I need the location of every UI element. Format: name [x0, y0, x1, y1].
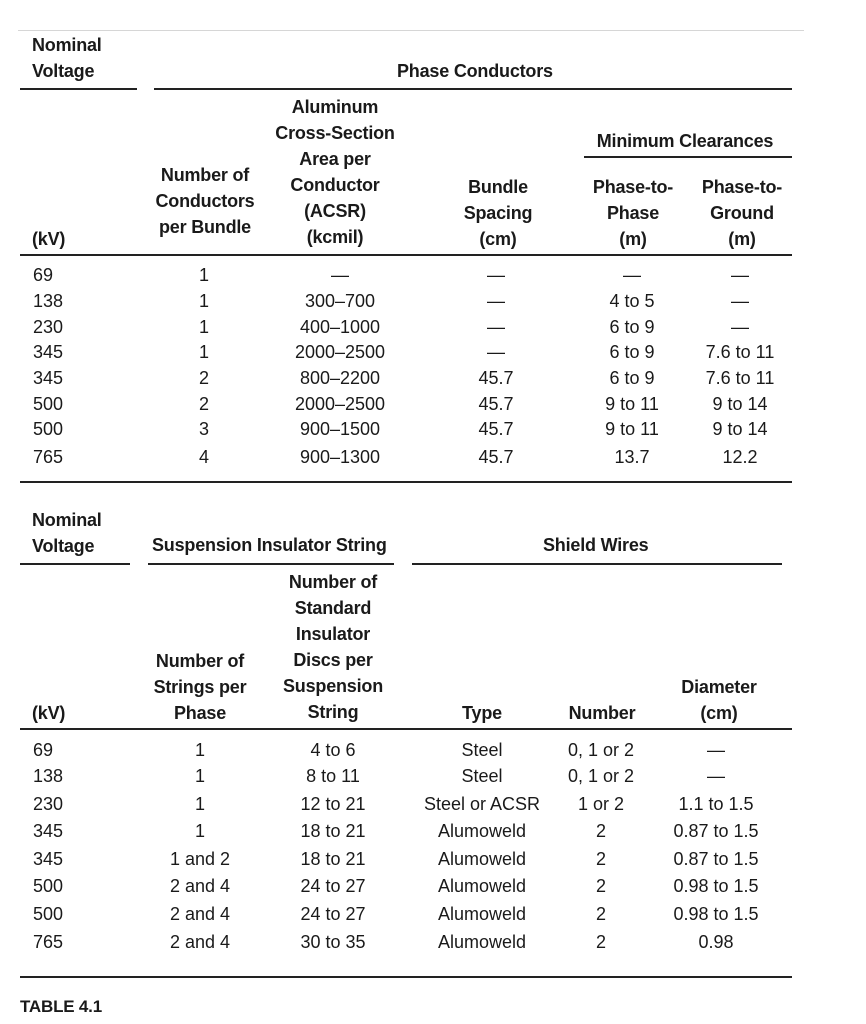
table1-row-2-phase-to-phase: 4 to 5: [609, 291, 655, 311]
table2-col-diameter-header: Diameter (cm): [681, 677, 757, 723]
table2-row-6-diameter: 0.98 to 1.5: [673, 876, 759, 896]
table1-row-3-area: 400–1000: [299, 317, 381, 337]
table1-row-6-bundle-spacing: 45.7: [478, 394, 514, 414]
table2-row-2-type: Steel: [461, 766, 503, 786]
table2-row-4-kv: 345: [33, 821, 64, 841]
table1-row-6-conductors: 2: [198, 394, 210, 414]
table1-kv-label: (kV): [32, 229, 66, 249]
table1-row-3-bundle-spacing: —: [487, 317, 505, 337]
table2-row-6-number: 2: [595, 876, 607, 896]
table1-row-2-bundle-spacing: —: [487, 291, 505, 311]
table2-kv-label: (kV): [32, 703, 66, 723]
table2-row-6-kv: 500: [33, 876, 64, 896]
table2-nominal-rule: [20, 563, 130, 565]
table2-shield-rule: [412, 563, 782, 565]
table1-row-5-phase-to-ground: 7.6 to 11: [705, 368, 775, 388]
table2-insulator-title: Suspension Insulator String: [152, 535, 387, 555]
table2-row-4-diameter: 0.87 to 1.5: [673, 821, 759, 841]
table2-row-6-discs: 24 to 27: [300, 876, 366, 896]
table1-row-3-kv: 230: [33, 317, 64, 337]
table1-row-4-phase-to-ground: 7.6 to 11: [705, 342, 775, 362]
table2-row-1-discs: 4 to 6: [310, 740, 356, 760]
table1-row-5-phase-to-phase: 6 to 9: [609, 368, 655, 388]
table2-row-8-number: 2: [595, 932, 607, 952]
table2-insulator-rule: [148, 563, 394, 565]
table1-bottom-rule: [20, 481, 792, 483]
table1-clearances-rule: [584, 156, 792, 158]
table2-row-8-kv: 765: [33, 932, 64, 952]
table2-row-5-number: 2: [595, 849, 607, 869]
table1-row-4-bundle-spacing: —: [487, 342, 505, 362]
table2-row-5-diameter: 0.87 to 1.5: [673, 849, 759, 869]
table2-row-3-diameter: 1.1 to 1.5: [678, 794, 754, 814]
table1-row-8-kv: 765: [33, 447, 64, 467]
table2-bottom-rule: [20, 976, 792, 978]
table1-row-3-phase-to-phase: 6 to 9: [609, 317, 655, 337]
table1-nominal-rule: [20, 88, 137, 90]
table1-row-7-kv: 500: [33, 419, 64, 439]
table1-row-6-phase-to-phase: 9 to 11: [605, 394, 659, 414]
table2-row-5-type: Alumoweld: [437, 849, 527, 869]
table2-row-8-strings: 2 and 4: [169, 932, 231, 952]
table2-row-1-strings: 1: [194, 740, 206, 760]
table2-row-8-type: Alumoweld: [437, 932, 527, 952]
table1-row-4-phase-to-phase: 6 to 9: [609, 342, 655, 362]
table1-min-clearances-title: Minimum Clearances: [596, 131, 774, 151]
table1-row-5-bundle-spacing: 45.7: [478, 368, 514, 388]
table1-row-3-conductors: 1: [198, 317, 210, 337]
table1-header-bottom-rule: [20, 254, 792, 256]
table1-row-2-phase-to-ground: —: [731, 291, 749, 311]
table1-row-1-phase-to-ground: —: [731, 265, 749, 285]
table2-row-8-diameter: 0.98: [698, 932, 734, 952]
table2-row-4-type: Alumoweld: [437, 821, 527, 841]
table2-row-7-diameter: 0.98 to 1.5: [673, 904, 759, 924]
table2-col-discs-header: Number of Standard Insulator Discs per Suspension String: [282, 572, 383, 722]
table2-row-1-type: Steel: [461, 740, 503, 760]
table1-row-5-kv: 345: [33, 368, 64, 388]
table2-row-4-number: 2: [595, 821, 607, 841]
table2-shield-title: Shield Wires: [543, 535, 649, 555]
table1-col-phase-ground-header: Phase-to- Ground (m): [701, 177, 783, 249]
table1-row-1-area: —: [331, 265, 349, 285]
table1-row-5-area: 800–2200: [299, 368, 381, 388]
table2-row-4-strings: 1: [194, 821, 206, 841]
table1-row-7-bundle-spacing: 45.7: [478, 419, 514, 439]
table1-row-1-bundle-spacing: —: [487, 265, 505, 285]
table2-row-2-diameter: —: [707, 766, 725, 786]
table2-row-7-number: 2: [595, 904, 607, 924]
table1-row-7-phase-to-ground: 9 to 14: [712, 419, 768, 439]
table2-row-2-discs: 8 to 11: [306, 766, 360, 786]
top-rule: [18, 30, 804, 31]
table2-row-5-discs: 18 to 21: [300, 849, 366, 869]
table1-row-6-area: 2000–2500: [294, 394, 386, 414]
table1-row-6-kv: 500: [33, 394, 64, 414]
table1-row-4-kv: 345: [33, 342, 64, 362]
table2-row-7-strings: 2 and 4: [169, 904, 231, 924]
table1-col-area-header: Aluminum Cross-Section Area per Conductor (ACSR) (kcmil): [275, 97, 395, 247]
table2-nominal-voltage-label: Nominal Voltage: [32, 510, 102, 556]
table1-row-6-phase-to-ground: 9 to 14: [712, 394, 768, 414]
table1-row-7-phase-to-phase: 9 to 11: [605, 419, 659, 439]
table1-row-5-conductors: 2: [198, 368, 210, 388]
table2-col-number-header: Number: [568, 703, 636, 723]
table-caption: TABLE 4.1: [20, 997, 102, 1016]
table1-row-7-conductors: 3: [198, 419, 210, 439]
table2-row-2-kv: 138: [33, 766, 64, 786]
table1-row-4-conductors: 1: [198, 342, 210, 362]
table2-row-7-discs: 24 to 27: [300, 904, 366, 924]
table1-row-3-phase-to-ground: —: [731, 317, 749, 337]
table2-header-bottom-rule: [20, 728, 792, 730]
table1-row-7-area: 900–1500: [299, 419, 381, 439]
table2-col-strings-header: Number of Strings per Phase: [153, 651, 247, 723]
table1-row-1-kv: 69: [33, 265, 54, 285]
table2-row-1-kv: 69: [33, 740, 54, 760]
table2-row-3-type: Steel or ACSR: [423, 794, 541, 814]
table1-row-8-conductors: 4: [198, 447, 210, 467]
table1-row-4-area: 2000–2500: [294, 342, 386, 362]
table2-row-6-type: Alumoweld: [437, 876, 527, 896]
table2-row-6-strings: 2 and 4: [169, 876, 231, 896]
table1-col-conductors-header: Number of Conductors per Bundle: [155, 165, 255, 237]
table2-row-5-kv: 345: [33, 849, 64, 869]
table1-nominal-voltage-label: Nominal Voltage: [32, 35, 102, 81]
table2-row-2-strings: 1: [194, 766, 206, 786]
table1-row-1-phase-to-phase: —: [623, 265, 641, 285]
table1-phase-rule: [154, 88, 792, 90]
table2-row-5-strings: 1 and 2: [169, 849, 231, 869]
table2-row-4-discs: 18 to 21: [300, 821, 366, 841]
table1-row-2-area: 300–700: [304, 291, 376, 311]
table1-row-8-area: 900–1300: [299, 447, 381, 467]
table1-row-8-phase-to-phase: 13.7: [614, 447, 650, 467]
table1-row-1-conductors: 1: [198, 265, 210, 285]
table1-col-phase-phase-header: Phase-to- Phase (m): [592, 177, 674, 249]
table2-row-2-number: 0, 1 or 2: [567, 766, 635, 786]
table2-row-1-number: 0, 1 or 2: [567, 740, 635, 760]
table1-row-8-phase-to-ground: 12.2: [722, 447, 758, 467]
table2-row-7-kv: 500: [33, 904, 64, 924]
table1-row-2-kv: 138: [33, 291, 64, 311]
table1-phase-conductors-title: Phase Conductors: [397, 61, 553, 81]
table1-row-2-conductors: 1: [198, 291, 210, 311]
table2-row-3-number: 1 or 2: [577, 794, 625, 814]
table2-col-type-header: Type: [462, 703, 502, 723]
table2-row-7-type: Alumoweld: [437, 904, 527, 924]
table2-row-3-kv: 230: [33, 794, 64, 814]
table2-row-1-diameter: —: [707, 740, 725, 760]
table1-col-bundle-header: Bundle Spacing (cm): [463, 177, 533, 249]
table1-row-8-bundle-spacing: 45.7: [478, 447, 514, 467]
table2-row-3-strings: 1: [194, 794, 206, 814]
table2-row-3-discs: 12 to 21: [300, 794, 366, 814]
table2-row-8-discs: 30 to 35: [300, 932, 366, 952]
